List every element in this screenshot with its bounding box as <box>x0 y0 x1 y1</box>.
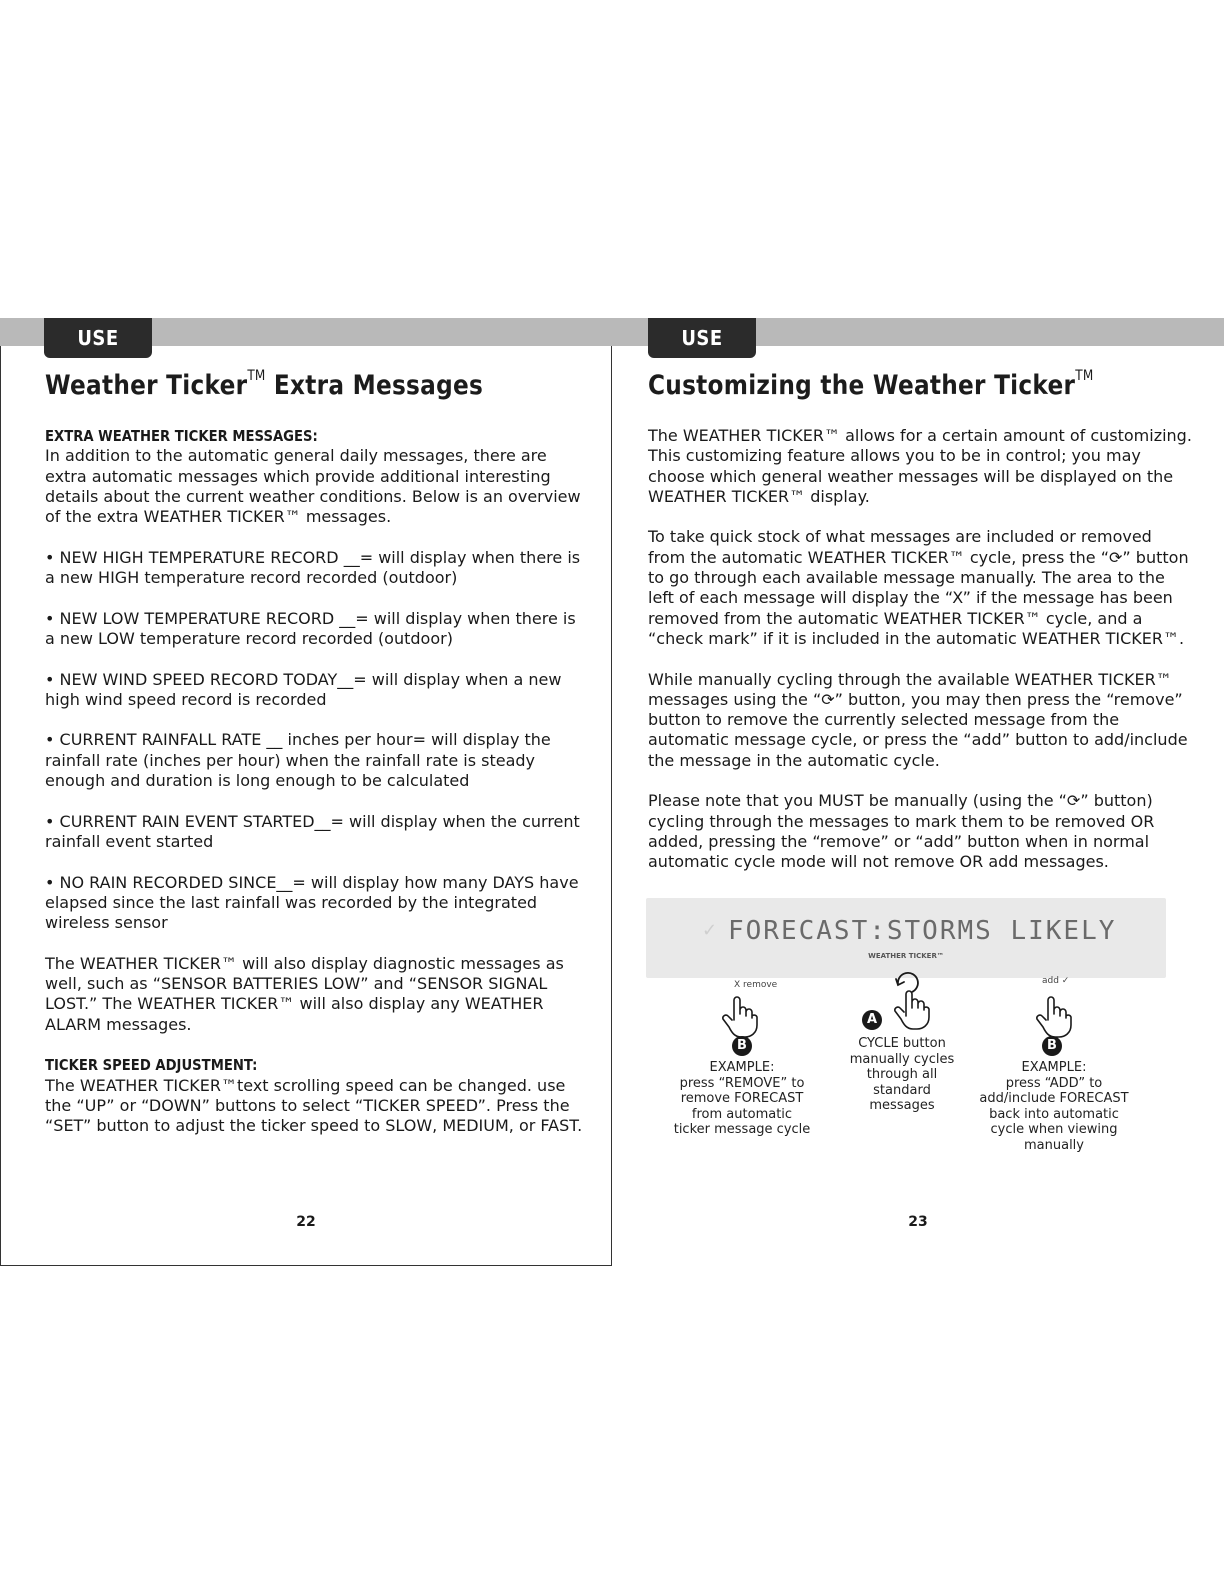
bullet-item: • NEW LOW TEMPERATURE RECORD __= will display when there is a new LOW temperature record recorded (outdoor) <box>45 608 576 648</box>
ticker-label: WEATHER TICKER™ <box>868 952 944 960</box>
header-band <box>0 318 1224 346</box>
page-number-right: 23 <box>908 1214 928 1230</box>
badge-b-add: B <box>1042 1036 1062 1056</box>
bullet-item: • NO RAIN RECORDED SINCE__= will display how many DAYS have elapsed since the last rainfall was recorded by the integrated wireless sensor <box>45 872 579 933</box>
section-tab-right: USE <box>648 318 756 358</box>
check-mark-icon: ✓ <box>702 920 718 941</box>
diagnostic-paragraph: The WEATHER TICKER™ will also display diagnostic messages as well, such as “SENSOR BATTERIES LOW” and “SENSOR SIGNAL LOST.” The WEATHER TICKER™ will also display any WEATHER ALARM messages. <box>45 953 564 1034</box>
bullet-item: • NEW HIGH TEMPERATURE RECORD __= will display when there is a new HIGH temperature record recorded (outdoor) <box>45 547 581 588</box>
badge-b-remove: B <box>732 1036 752 1056</box>
section-tab-left: USE <box>44 318 152 358</box>
ticker-text: FORECAST:STORMS LIKELY <box>728 916 1117 946</box>
caption-remove: EXAMPLE: press “REMOVE” to remove FORECAST from automatic ticker message cycle <box>673 1060 811 1137</box>
page-title-left: Weather Ticker™ Extra Messages <box>45 368 484 401</box>
caption-cycle: CYCLE button manually cycles through all standard messages <box>849 1036 955 1113</box>
left-page <box>0 346 612 1266</box>
left-content <box>45 426 585 1157</box>
body-paragraph: To take quick stock of what messages are included or removed from the automatic WEATHER TICKER™ cycle, press the “⟳” button to go through each available message manually. The area to the left of each message will display the “X” if the message has been removed from the automatic WEATHER TICKER™ cycle, and a “check mark” if it is included in the automatic WEATHER TICKER™. <box>648 527 1189 648</box>
ticker-display <box>646 898 1166 978</box>
section-heading-speed: TICKER SPEED ADJUSTMENT: <box>45 1056 258 1075</box>
pointing-hand-icon <box>1032 994 1078 1040</box>
page-number-left: 22 <box>296 1214 316 1230</box>
intro-paragraph: In addition to the automatic general daily messages, there are extra automatic messages which provide additional interesting details about the current weather conditions. Below is an overview of the extra WEATHER TICKER™ messages. <box>45 446 581 527</box>
right-page <box>612 346 1224 1266</box>
right-content <box>648 426 1192 893</box>
bullet-item: • CURRENT RAIN EVENT STARTED__= will display when the current rainfall event started <box>45 811 580 851</box>
remove-label: X remove <box>734 980 778 990</box>
body-paragraph: The WEATHER TICKER™ allows for a certain amount of customizing. This customizing feature allows you to be in control; you may choose which general weather messages will be displayed on the WEATHER TICKER™ display. <box>648 426 1192 506</box>
caption-add: EXAMPLE: press “ADD” to add/include FORECAST back into automatic cycle when viewing manually <box>979 1060 1129 1153</box>
speed-paragraph: The WEATHER TICKER™text scrolling speed can be changed. use the “UP” or “DOWN” buttons to select “TICKER SPEED”. Press the “SET” button to adjust the ticker speed to SLOW, MEDIUM, or FAST. <box>45 1075 583 1136</box>
body-paragraph: While manually cycling through the available WEATHER TICKER™ messages using the “⟳” button, you may then press the “remove” button to remove the currently selected message from the automatic message cycle, or press the “add” button to add/include the message in the automatic cycle. <box>648 669 1188 770</box>
pointing-hand-icon <box>718 994 764 1040</box>
body-paragraph: Please note that you MUST be manually (using the “⟳” button) cycling through the messages to mark them to be removed OR added, pressing the “remove” or “add” button when in normal automatic cycle mode will not remove OR add messages. <box>648 791 1155 872</box>
cycle-hand-icon <box>888 970 934 1036</box>
bullet-item: • NEW WIND SPEED RECORD TODAY__= will display when a new high wind speed record is recorded <box>45 669 562 709</box>
add-label: add ✓ <box>1042 976 1070 986</box>
bullet-item: • CURRENT RAINFALL RATE __ inches per hour= will display the rainfall rate (inches per hour) when the rainfall rate is steady enough and duration is long enough to be calculated <box>45 730 551 791</box>
badge-a-cycle: A <box>862 1010 882 1030</box>
section-heading-extra: EXTRA WEATHER TICKER MESSAGES: <box>45 427 318 445</box>
page-title-right: Customizing the Weather Ticker™ <box>648 368 1094 401</box>
